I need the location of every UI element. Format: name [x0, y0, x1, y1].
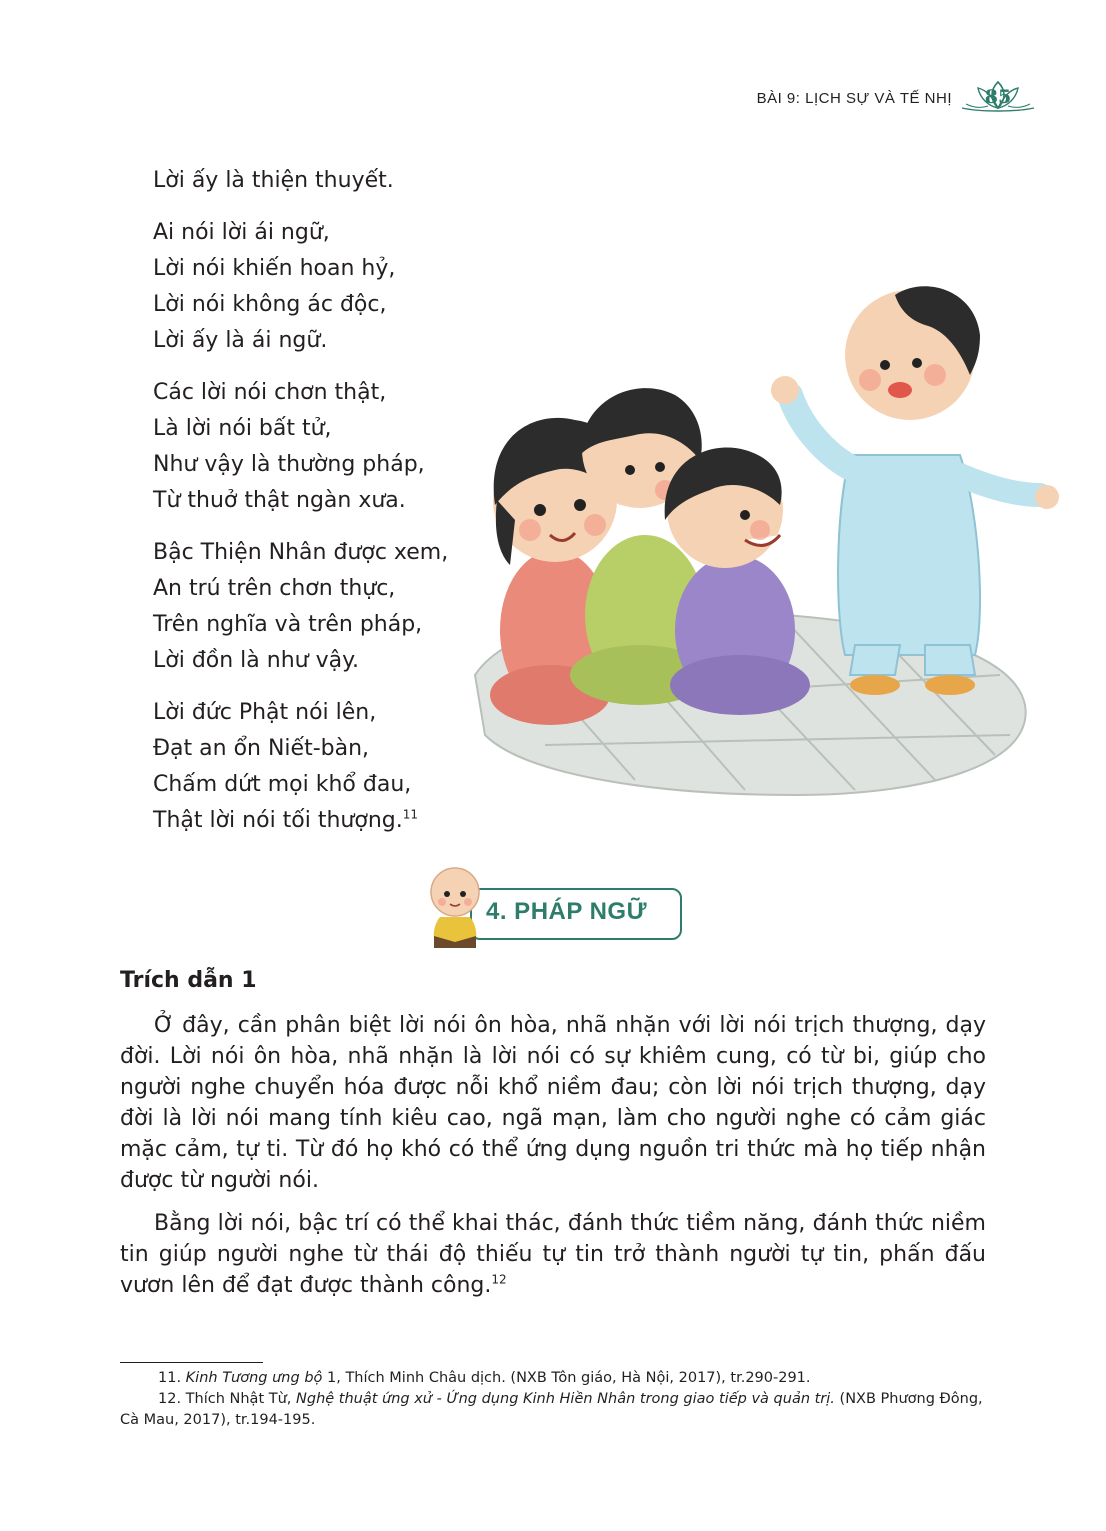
footnote-title: Kinh Tương ưng bộ [185, 1370, 323, 1386]
quote-paragraph-text: Bằng lời nói, bậc trí có thể khai thác, đánh thức tiềm năng, đánh thức niềm tin giúp người nghe từ thái độ thiếu tự tin trở thành người tự tin, phấn đấu vươn lên để đạt được thành công. [120, 1211, 986, 1298]
poem-line: Lời nói không ác độc, [153, 292, 387, 317]
footnote-divider [120, 1362, 263, 1363]
quote-paragraph: Ở đây, cần phân biệt lời nói ôn hòa, nhã nhặn với lời nói trịch thượng, dạy đời. Lời nói ôn hòa, nhã nhặn là lời nói có sự khiêm cung, có từ bi, giúp cho người nghe chuyển hóa được nỗi khổ niềm đau; còn lời nói trịch thượng, dạy đời là lời nói mang tính kiêu cao, ngã mạn, làm cho người nghe có cảm giác mặc cảm, tự ti. Từ đó họ khó có thể ứng dụng nguồn tri thức mà họ tiếp nhận được từ người nói. [120, 1013, 986, 1193]
footnote-ref-11[interactable]: 11 [402, 807, 419, 822]
children-and-monk-illustration [455, 235, 1065, 835]
footnote-ref-12[interactable]: 12 [491, 1272, 507, 1287]
poem-stanza [153, 375, 493, 519]
poem-line: Ai nói lời ái ngữ, [153, 220, 330, 245]
footnote-12 [120, 1389, 988, 1431]
poem-stanza [153, 535, 493, 679]
poem-line: Bậc Thiện Nhân được xem, [153, 540, 449, 565]
quote-heading: Trích dẫn 1 [120, 968, 257, 993]
poem-line: Như vậy là thường pháp, [153, 452, 425, 477]
footnote-number: 11. [158, 1370, 182, 1386]
poem-line [153, 803, 493, 839]
poem-line: Là lời nói bất tử, [153, 416, 332, 441]
footnote-author: Thích Nhật Từ, [185, 1391, 297, 1407]
poem-line: Từ thuở thật ngàn xưa. [153, 488, 406, 513]
poem [153, 163, 493, 855]
poem-stanza [153, 215, 493, 359]
poem-line: Lời đức Phật nói lên, [153, 700, 377, 725]
poem-line: Lời ấy là ái ngữ. [153, 328, 328, 353]
footnote-source: 1, Thích Minh Châu dịch. (NXB Tôn giáo, Hà Nội, 2017), tr.290-291. [322, 1370, 811, 1386]
footnote-11 [120, 1368, 988, 1389]
section-banner [420, 862, 690, 952]
poem-stanza [153, 695, 493, 839]
poem-line: An trú trên chơn thực, [153, 576, 396, 601]
section-title: 4. PHÁP NGỮ [486, 898, 648, 925]
poem-line: Các lời nói chơn thật, [153, 380, 387, 405]
poem-line: Lời ấy là thiện thuyết. [153, 168, 394, 193]
footnote-source: (NXB Phương Đông, Cà Mau, 2017), tr.194-195. [120, 1391, 983, 1428]
poem-stanza [153, 163, 493, 199]
footnotes [120, 1368, 988, 1431]
poem-line: Chấm dứt mọi khổ đau, [153, 772, 412, 797]
footnote-number: 12. [158, 1391, 182, 1407]
page-header [757, 78, 1036, 118]
chapter-title: BÀI 9: LỊCH SỰ VÀ TẾ NHỊ [756, 89, 952, 107]
footnote-title: Nghệ thuật ứng xử - Ứng dụng Kinh Hiền Nhân trong giao tiếp và quản trị. [296, 1391, 835, 1407]
poem-line: Lời đồn là như vậy. [153, 648, 359, 673]
quote-paragraph [120, 1208, 986, 1301]
page-number-badge [960, 78, 1036, 118]
page-number: 85 [984, 86, 1012, 108]
poem-line: Đạt an ổn Niết-bàn, [153, 736, 370, 761]
poem-line: Lời nói khiến hoan hỷ, [153, 256, 396, 281]
monk-reading-icon [420, 862, 490, 952]
poem-line-text: Thật lời nói tối thượng. [153, 808, 403, 833]
quote-body [120, 1010, 986, 1313]
poem-line: Trên nghĩa và trên pháp, [153, 612, 423, 637]
